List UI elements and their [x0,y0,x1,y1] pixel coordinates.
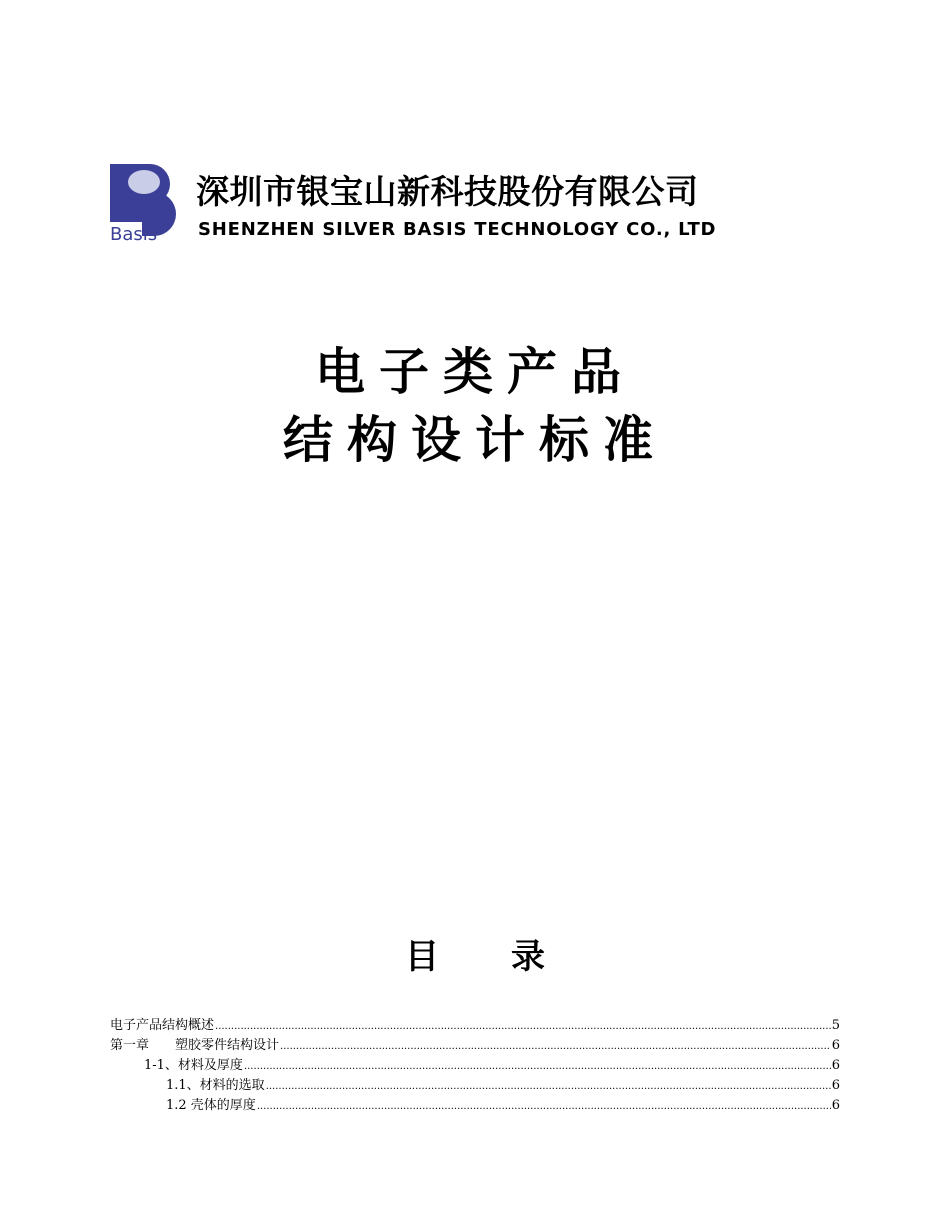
toc-entry-label: 电子产品结构概述 [110,1018,215,1033]
toc-heading-left: 目 [405,937,439,977]
toc-entry-label: 塑胶零件结构设计 [175,1038,280,1053]
toc-leader-dots [266,1076,831,1097]
toc-leader-dots [244,1056,831,1077]
toc-heading [0,932,950,982]
toc-entry[interactable] [110,1076,840,1096]
company-name-en: SHENZHEN SILVER BASIS TECHNOLOGY CO., LTD [198,219,717,240]
logo-text: Basis [110,224,158,242]
toc-leader-dots [280,1036,831,1057]
toc-entry[interactable] [110,1096,840,1116]
toc-entry-page: 6 [831,1078,840,1093]
toc-heading-right: 录 [511,937,545,977]
toc-entry-page: 6 [831,1038,840,1053]
document-title-line2: 结构设计标准 [283,410,667,469]
toc-leader-dots [215,1016,831,1037]
company-logo [108,162,180,242]
toc-entry[interactable] [110,1016,840,1036]
company-header [108,162,768,244]
toc-entry-label: 1.2 壳体的厚度 [166,1098,256,1113]
toc-entry[interactable] [110,1036,840,1056]
toc-entry-label: 1.1、材料的选取 [166,1078,265,1093]
company-name-cn: 深圳市银宝山新科技股份有限公司 [196,172,699,211]
toc-entry[interactable] [110,1056,840,1076]
toc-entry-label: 1-1、材料及厚度 [144,1058,243,1073]
toc-entry-page: 5 [831,1018,840,1033]
toc-leader-dots [257,1096,831,1117]
document-title-line1: 电子类产品 [315,342,635,401]
toc-entry-page: 6 [831,1098,840,1113]
toc-entry-page: 6 [831,1058,840,1073]
table-of-contents [110,1016,840,1116]
toc-entry-number: 第一章 [110,1038,150,1053]
